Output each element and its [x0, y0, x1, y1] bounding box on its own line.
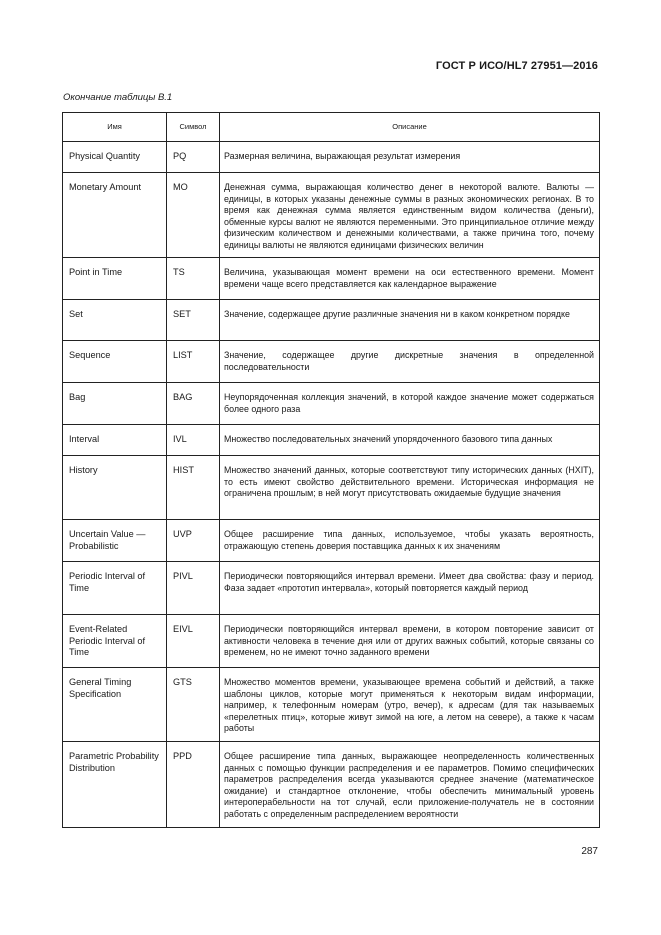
row-name: Point in Time [63, 258, 167, 300]
table-row [63, 425, 600, 456]
table-row [63, 742, 600, 828]
row-description: Денежная сумма, выражающая количество денег в некоторой валюте. Валюты — единицы, в которых указаны денежные суммы в разных экономических регионах. В то время как денежная сумма является единственным видом количества (деньги), обменные курсы валют не являются переменными. Это принципиальное отличие между физическим количеством и денежными количествами, а также причина того, почему единицы валюты не являются единицами физических величин [220, 173, 600, 258]
row-description: Значение, содержащее другие дискретные значения в определенной последовательности [220, 341, 600, 383]
row-symbol: MO [167, 173, 220, 258]
table-row [63, 456, 600, 520]
row-description: Множество моментов времени, указывающее времена событий и действий, а также шаблоны циклов, которые могут применяться к некоторым видам информации, например, к телефонным номерам (утро, вечер), к адресам (для так называемых «перелетных птиц», которые живут зимой на юге, а летом на севере), а также к часам работы [220, 668, 600, 742]
row-description: Величина, указывающая момент времени на оси естественного времени. Момент времени чаще всего представляется как календарное выражение [220, 258, 600, 300]
row-name: Interval [63, 425, 167, 456]
row-name: General Timing Specification [63, 668, 167, 742]
row-name: History [63, 456, 167, 520]
row-name: Parametric Probability Distribution [63, 742, 167, 828]
table-header-row [63, 113, 600, 142]
row-description: Значение, содержащее другие различные значения ни в каком конкретном порядке [220, 300, 600, 341]
row-symbol: GTS [167, 668, 220, 742]
row-symbol: BAG [167, 383, 220, 425]
row-name: Set [63, 300, 167, 341]
row-name: Bag [63, 383, 167, 425]
row-description: Множество последовательных значений упорядоченного базового типа данных [220, 425, 600, 456]
row-symbol: EIVL [167, 615, 220, 668]
column-header-name: Имя [63, 113, 167, 142]
row-description: Периодически повторяющийся интервал времени, в котором повторение зависит от активности человека в течение дня или от других важных событий, которые связаны со временем, но не имеют точно заданного времени [220, 615, 600, 668]
table-row [63, 300, 600, 341]
row-name: Uncertain Value — Probabilistic [63, 520, 167, 562]
row-description: Общее расширение типа данных, используемое, чтобы указать вероятность, отражающую степень доверия поставщика данных к их значениям [220, 520, 600, 562]
table-row [63, 615, 600, 668]
row-name: Sequence [63, 341, 167, 383]
row-description: Множество значений данных, которые соответствуют типу исторических данных (HXIT), то есть имеют свойство действительного времени. Историческая информация не ограничена прошлым; в ней могут присутствовать ожидаемые будущие значения [220, 456, 600, 520]
page-number: 287 [581, 846, 598, 857]
row-description: Размерная величина, выражающая результат измерения [220, 142, 600, 173]
data-types-table [62, 112, 600, 828]
row-symbol: IVL [167, 425, 220, 456]
table-row [63, 173, 600, 258]
table-row [63, 383, 600, 425]
row-symbol: HIST [167, 456, 220, 520]
row-symbol: TS [167, 258, 220, 300]
table-row [63, 341, 600, 383]
row-description: Общее расширение типа данных, выражающее неопределенность количественных данных с помощью функции распределения и ее параметров. Помимо специфических параметров распределения всегда указываются среднее значение (математическое ожидание) и стандартное отклонение, чтобы обеспечить минимальный уровень интероперабельности на тот случай, если приложение-получатель не в состоянии работать с определенным распределением вероятности [220, 742, 600, 828]
document-header: ГОСТ Р ИСО/HL7 27951—2016 [435, 60, 598, 72]
table-caption: Окончание таблицы В.1 [63, 92, 173, 103]
row-symbol: SET [167, 300, 220, 341]
table-row [63, 562, 600, 615]
row-description: Неупорядоченная коллекция значений, в которой каждое значение может содержаться более одного раза [220, 383, 600, 425]
row-name: Periodic Interval of Time [63, 562, 167, 615]
row-symbol: PPD [167, 742, 220, 828]
row-name: Physical Quantity [63, 142, 167, 173]
row-description: Периодически повторяющийся интервал времени. Имеет два свойства: фазу и период. Фаза задает «прототип интервала», который повторяется каждый период [220, 562, 600, 615]
row-name: Event-Related Periodic Interval of Time [63, 615, 167, 668]
table-row [63, 142, 600, 173]
row-symbol: PQ [167, 142, 220, 173]
table-row [63, 258, 600, 300]
row-symbol: UVP [167, 520, 220, 562]
row-symbol: LIST [167, 341, 220, 383]
table-row [63, 668, 600, 742]
column-header-symbol: Символ [167, 113, 220, 142]
column-header-description: Описание [220, 113, 600, 142]
row-name: Monetary Amount [63, 173, 167, 258]
table-row [63, 520, 600, 562]
row-symbol: PIVL [167, 562, 220, 615]
